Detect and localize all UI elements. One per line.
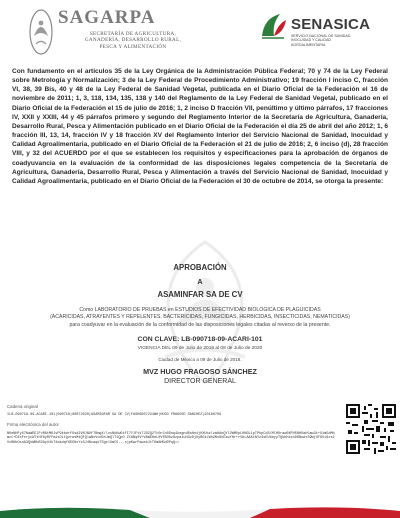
approval-key: CON CLAVE: LB-090718-09-ACARI-101 (137, 336, 263, 343)
approval-connector: A (197, 277, 203, 286)
senasica-subtitle-line: AGROALIMENTARIA (291, 42, 326, 47)
signer-title: DIRECTOR GENERAL (164, 378, 236, 385)
sagarpa-logo (28, 4, 188, 64)
firma-label: Firma electrónica del autor (7, 422, 59, 427)
senasica-logo (258, 4, 398, 62)
senasica-logo-icon (258, 10, 288, 42)
lab-description-line: Como LABORATORIO DE PRUEBAS en ESTUDIOS DE EFECTIVIDAD BIOLOGICA DE PLAGUICIDAS (79, 307, 321, 313)
cadena-label: Cadena original (7, 404, 38, 409)
sagarpa-subtitle-line: PESCA Y ALIMENTACIÓN (99, 43, 167, 50)
sagarpa-subtitle-line: SECRETARÍA DE AGRICULTURA, (89, 31, 177, 37)
header (0, 0, 400, 66)
cadena-value: ILB-090718-09-ACARI-101|090718|08072020|ASAMINFAR SA DE CV|FASH6607224WH|HUGO FRAGOSO SÁNCHEZ|20180709 (7, 413, 222, 417)
company-name: ASAMINFAR SA DE CV (157, 290, 243, 299)
approval-title: APROBACIÓN (173, 263, 227, 272)
issue-place-date: Ciudad de México a 09 de Julio de 2018. (158, 357, 242, 362)
lab-purpose-line: para coadyuvar en la evaluación de la conformidad de las disposiciones legales citadas al reverso de la presente. (69, 322, 331, 328)
validity-period: VIGENCIA DEL 09 de Julio de 2018 al 08 de Julio de 2020 (137, 346, 263, 351)
sagarpa-name: SAGARPA (58, 7, 156, 28)
senasica-name: SENASICA (291, 16, 371, 33)
firma-value: NKeNHFyX7NaWEEJFvR6tMKJvP9kbdrFOsd2VNJNOf7BmgX/lvsNkKwGtFI7YJFtkTJDZQ2TtOnlh0Dnq4kegndRoHn4jHXUbzlzwHAnQYl2WMVpLHNGL1pTPhpCdS/MlHOraw0XPH5NHOah5aw3t+X1m5dMbmcC+DZxFxrytWTtHf6yRfFmisOLtQzrwsMtQFQlwBsVcdGhJmQlT1QpO ZC6Bq0V+VAWEHeL0VfBO6z9zpatuH3zDjXyBGtLWh2Ns0kEzwYHr+rVbLAAXtNYz4sEUtmyyTQkbhkshD6BoAtS9WjUf6Vi9xs2VcBHbOsnA3QkWHbR2AyU4kT4dadqfXE5NxYxGJ4NcaqkTSgzlXmC5...sjpKwrPawsbJtT6mAHGdDPqQ== (7, 432, 335, 445)
sagarpa-subtitle (58, 31, 208, 50)
lab-scope-line: (ACARICIDAS, ATRAYENTES Y REPELENTES, BACTERICIDAS, FUNGICIDAS, HERBICIDAS, INSECTICIDAS, NEMATICIDAS) (50, 314, 350, 320)
qr-code-icon (346, 404, 396, 454)
signer-name: MVZ HUGO FRAGOSO SÁNCHEZ (143, 367, 257, 376)
senasica-subtitle-line: INOCUIDAD Y CALIDAD (291, 38, 332, 43)
legal-basis-paragraph: Con fundamento en el artículos 35 de la Ley Orgánica de la Administración Pública Federal; 70 y 74 de la Ley Federal sobre Metrología y Normalización; 3 de la Ley Federal de Procedimiento Administrativo; 19 fracción I inciso C, fracción VI, 38, 39 Bis, 40 y 48 de la Ley Federal de Sanidad Vegetal, publicada en el Diario Oficial de la Federación el 16 de noviembre de 2011; 1, 3, 118, 134, 135, 138 y 140 del Reglamento de la Ley Federal de Sanidad Vegetal, publicado en el Diario Oficial de la Federación el 15 de julio de 2016; 1, 2 inciso D fracción VII, penúltimo y último párrafos, 17 fracciones IV, XXII y XXIII, 44 y 45 párrafos primero y segundo del Reglamento Interior de la Secretaría de Agricultura, Ganadería, Desarrollo Rural, Pesca y Alimentación publicado en el Diario Oficial de la Federación el día 25 de abril del año 2012; 1, 6 fracción III, 13, 14, fracción IV y 18 fracción XV del Reglamento Interior del Servicio Nacional de Sanidad, Inocuidad y Calidad Agroalimentaria, publicado en el Diario Oficial de la Federación el 21 de julio de 2016; 2, 6 inciso (d), 28 fracción VIII, y 32 del ACUERDO por el que se establecen los requisitos y especificaciones para la aprobación de órganos de coadyuvancia en la evaluación de la conformidad de las disposiciones legales competencia de la Secretaría de Agricultura, Ganadería, Desarrollo Rural, Pesca y Alimentación a través del Servicio Nacional de Sanidad, Inocuidad y Calidad Agroalimentaria, publicado en el Diario Oficial de la Federación el 30 de octubre de 2014, se otorga la presente: (12, 68, 388, 185)
sagarpa-subtitle-line: GANADERÍA, DESARROLLO RURAL, (84, 37, 182, 44)
senasica-subtitle (291, 34, 351, 47)
mexico-coat-of-arms-icon (28, 6, 54, 58)
flag-color-stripe (0, 505, 400, 518)
senasica-subtitle-line: SERVICIO NACIONAL DE SANIDAD, (291, 34, 352, 38)
